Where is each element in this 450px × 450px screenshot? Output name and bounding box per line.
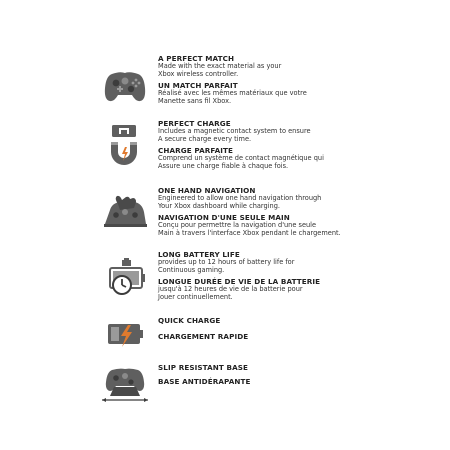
feature-perfect-charge xyxy=(100,119,445,179)
title-en: ONE HAND NAVIGATION xyxy=(158,186,256,195)
feature-slip-resistant-base xyxy=(100,363,445,423)
quick-charge-battery-icon xyxy=(100,312,150,362)
feature-long-battery-life xyxy=(100,250,445,310)
desc-en: Made with the exact material as your Xbox wireless controller. xyxy=(158,62,282,78)
title-en: QUICK CHARGE xyxy=(158,316,221,325)
desc-fr: Réalisé avec les mêmes matériaux que votre Manette sans fil Xbox. xyxy=(158,89,307,105)
hand-controller-icon xyxy=(100,188,150,238)
title-fr: LONGUE DURÉE DE VIE DE LA BATTERIE xyxy=(158,277,321,287)
title-fr: CHARGEMENT RAPIDE xyxy=(158,332,249,341)
feature-text xyxy=(158,54,443,105)
desc-en: Includes a magnetic contact system to ensure A secure charge every time. xyxy=(158,127,311,143)
title-en: A PERFECT MATCH xyxy=(158,54,235,63)
magnet-icon xyxy=(100,121,150,171)
feature-text xyxy=(158,316,443,341)
title-fr: CHARGE PARFAITE xyxy=(158,146,234,156)
controller-on-base-icon xyxy=(100,360,150,410)
feature-text xyxy=(158,250,443,301)
title-fr: BASE ANTIDÉRAPANTE xyxy=(158,377,251,386)
desc-en: Engineered to allow one hand navigation through Your Xbox dashboard while charging. xyxy=(158,194,322,210)
desc-fr: jusqu'à 12 heures de vie de la batterie pour Jouer continuellement. xyxy=(158,285,303,301)
title-en: PERFECT CHARGE xyxy=(158,119,231,128)
feature-one-hand-navigation xyxy=(100,186,445,246)
desc-fr: Comprend un système de contact magnétique qui Assure une charge fiable à chaque fois. xyxy=(158,154,324,170)
title-en: LONG BATTERY LIFE xyxy=(158,250,240,259)
desc-fr: Conçu pour permettre la navigation d'une seule Main à travers l'interface Xbox pendant le chargement. xyxy=(158,221,341,237)
feature-text xyxy=(158,119,443,170)
battery-clock-icon xyxy=(100,254,150,304)
feature-text xyxy=(158,363,443,386)
feature-text xyxy=(158,186,443,237)
controller-icon xyxy=(100,60,150,110)
title-en: SLIP RESISTANT BASE xyxy=(158,363,249,372)
title-fr: UN MATCH PARFAIT xyxy=(158,81,238,91)
desc-en: provides up to 12 hours of battery life for Continuous gaming. xyxy=(158,258,295,274)
feature-perfect-match xyxy=(100,54,445,114)
title-fr: NAVIGATION D'UNE SEULE MAIN xyxy=(158,213,290,223)
